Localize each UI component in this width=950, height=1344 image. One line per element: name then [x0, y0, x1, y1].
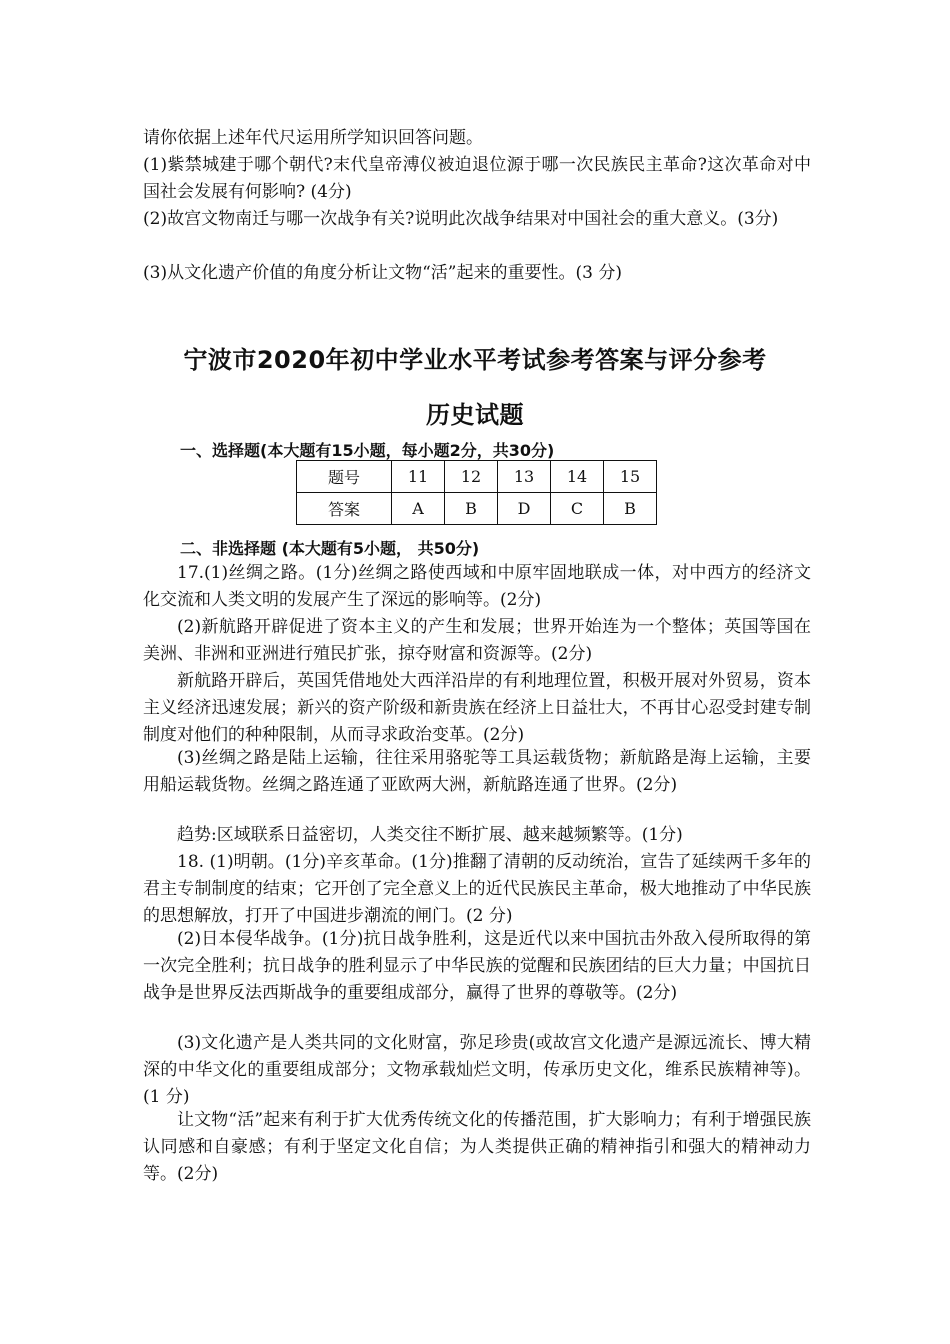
table-header-number: 题号: [297, 461, 392, 493]
page-subtitle: 历史试题: [426, 401, 524, 429]
table-cell: 13: [498, 461, 551, 493]
table-cell: 11: [392, 461, 445, 493]
prev-question-intro: 请你依据上述年代尺运用所学知识回答问题。: [143, 128, 483, 148]
table-cell: 15: [604, 461, 657, 493]
prev-question-3: (3)从文化遗产价值的角度分析让文物“活”起来的重要性。(3 分): [143, 263, 622, 283]
section2-heading: 二、非选择题 (本大题有5小题， 共50分): [180, 539, 480, 558]
prev-question-2: (2)故宫文物南迁与哪一次战争有关?说明此次战争结果对中国社会的重大意义。(3分): [143, 209, 779, 229]
answer-17-2: (2)新航路开辟促进了资本主义的产生和发展；世界开始连为一个整体；英国等国在美洲、非洲和亚洲进行殖民扩张，掠夺财富和资源等。(2分): [143, 617, 811, 664]
table-row: [297, 461, 657, 493]
answer-17-4: (3)丝绸之路是陆上运输，往往采用骆驼等工具运载货物；新航路是海上运输，主要用船运载货物。丝绸之路连通了亚欧两大洲，新航路连通了世界。(2分): [143, 748, 811, 795]
table-cell: C: [551, 493, 604, 525]
table-row: [297, 493, 657, 525]
answer-18-3: (3)文化遗产是人类共同的文化财富，弥足珍贵(或故宫文化遗产是源远流长、博大精深的中华文化的重要组成部分；文物承载灿烂文明，传承历史文化，维系民族精神等)。(1 分): [143, 1033, 811, 1107]
table-cell: B: [604, 493, 657, 525]
answer-17-5: 趋势:区域联系日益密切，人类交往不断扩展、越来越频繁等。(1分): [177, 825, 683, 845]
table-cell: A: [392, 493, 445, 525]
table-cell: 14: [551, 461, 604, 493]
answer-17-1: 17.(1)丝绸之路。(1分)丝绸之路使西域和中原牢固地联成一体，对中西方的经济文化交流和人类文明的发展产生了深远的影响等。(2分): [143, 563, 811, 610]
table-header-answer: 答案: [297, 493, 392, 525]
answer-17-3: 新航路开辟后，英国凭借地处大西洋沿岸的有利地理位置，积极开展对外贸易，资本主义经济迅速发展；新兴的资产阶级和新贵族在经济上日益壮大，不再甘心忍受封建专制制度对他们的种种限制，从而寻求政治变革。(2分): [143, 671, 811, 745]
table-cell: B: [445, 493, 498, 525]
answer-18-1: 18. (1)明朝。(1分)辛亥革命。(1分)推翻了清朝的反动统治，宣告了延续两千多年的君主专制制度的结束；它开创了完全意义上的近代民族民主革命，极大地推动了中华民族的思想解放，打开了中国进步潮流的闸门。(2 分): [143, 852, 811, 926]
table-cell: 12: [445, 461, 498, 493]
prev-question-1: (1)紫禁城建于哪个朝代?末代皇帝溥仪被迫退位源于哪一次民族民主革命?这次革命对中国社会发展有何影响? (4分): [143, 155, 811, 202]
answer-18-4: 让文物“活”起来有利于扩大优秀传统文化的传播范围，扩大影响力；有利于增强民族认同感和自豪感；有利于坚定文化自信；为人类提供正确的精神指引和强大的精神动力等。(2分): [143, 1110, 811, 1184]
section1-heading: 一、选择题(本大题有15小题，每小题2分，共30分): [180, 441, 555, 460]
answer-18-2: (2)日本侵华战争。(1分)抗日战争胜利，这是近代以来中国抗击外敌入侵所取得的第一次完全胜利；抗日战争的胜利显示了中华民族的觉醒和民族团结的巨大力量；中国抗日战争是世界反法西斯战争的重要组成部分，赢得了世界的尊敬等。(2分): [143, 929, 811, 1003]
table-cell: D: [498, 493, 551, 525]
page-title: 宁波市2020年初中学业水平考试参考答案与评分参考: [183, 346, 767, 374]
answer-table: [296, 460, 657, 525]
